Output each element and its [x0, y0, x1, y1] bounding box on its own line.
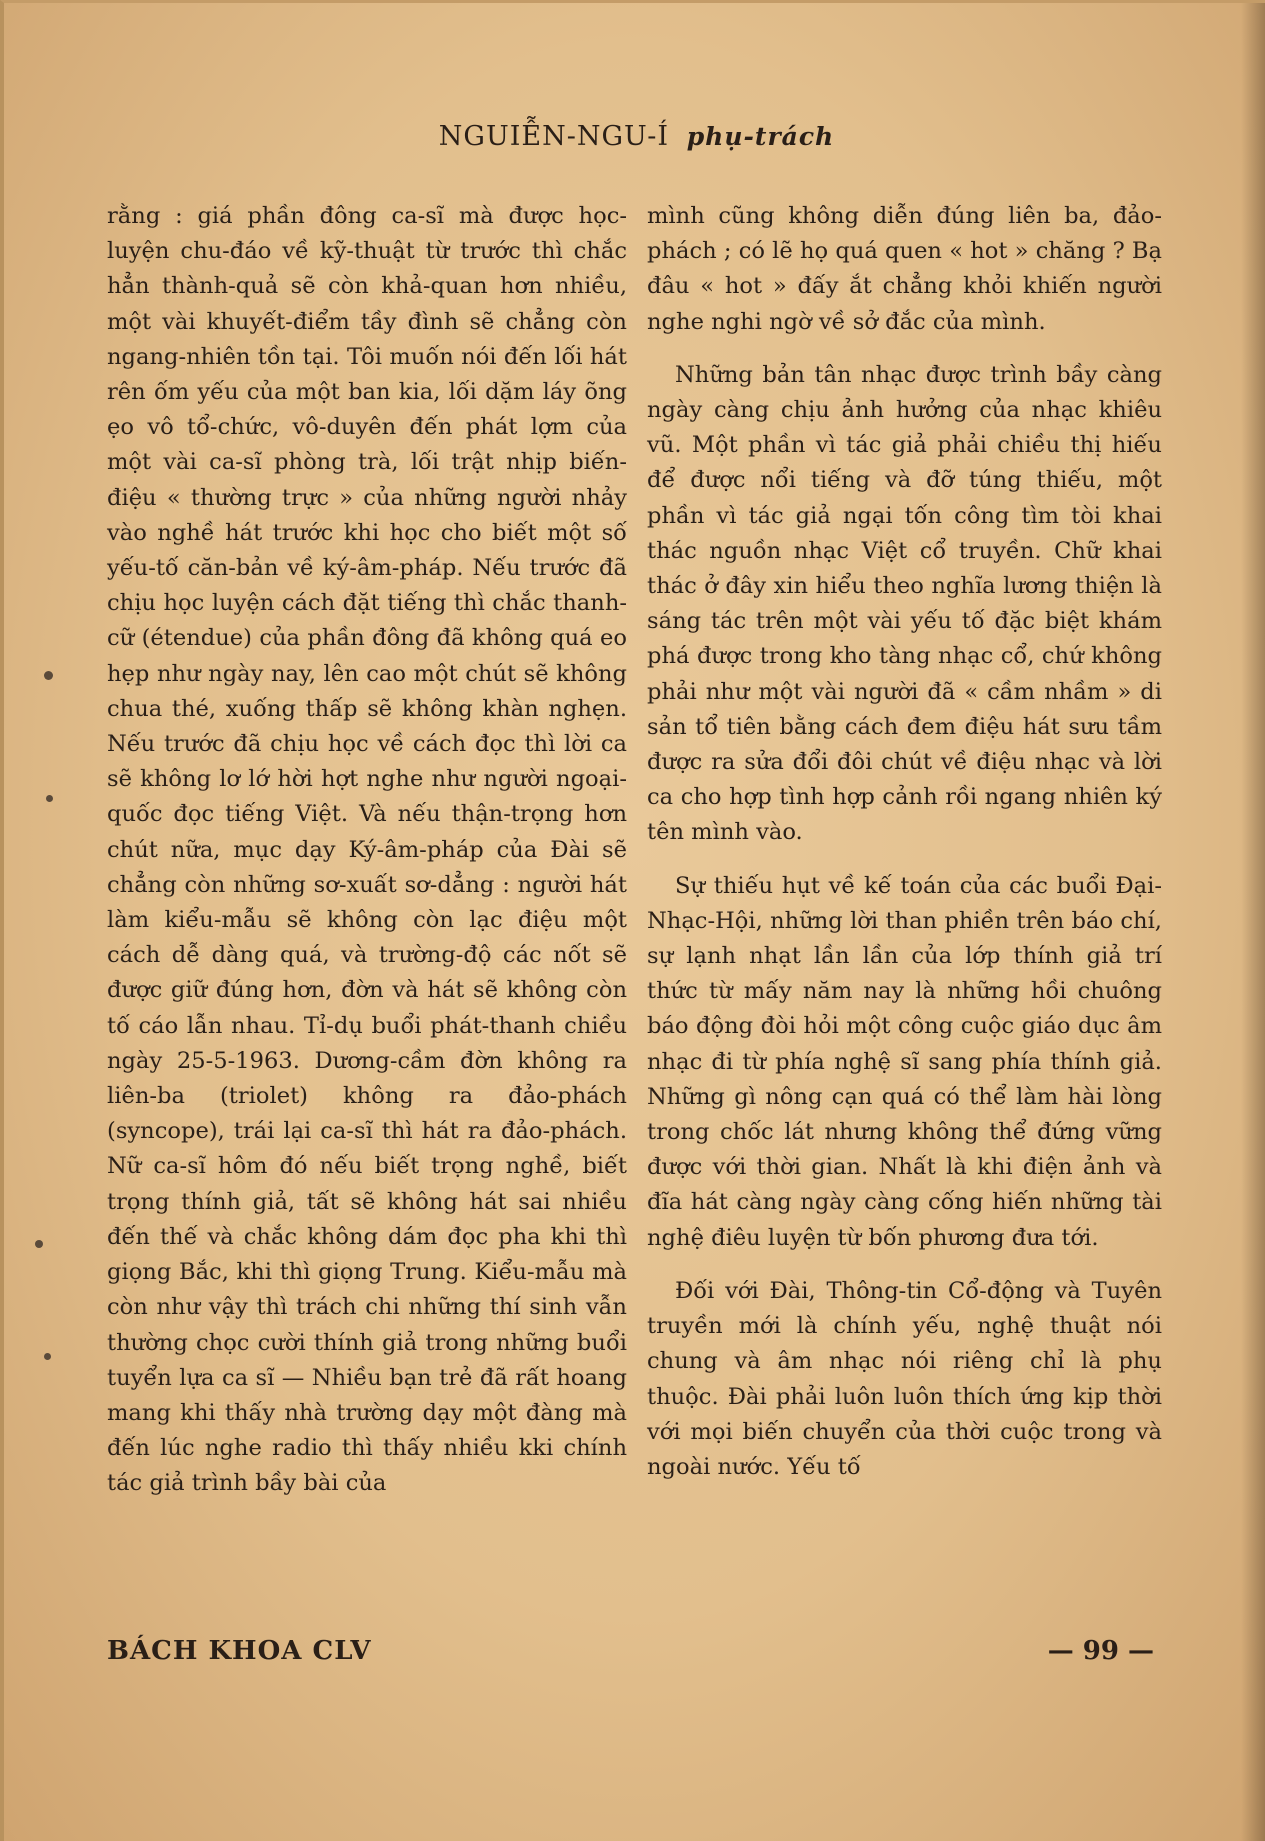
page-header	[4, 121, 1265, 152]
ink-speck	[46, 795, 53, 802]
left-paragraph-1: rằng : giá phần đông ca-sĩ mà được học-luyện chu-đáo về kỹ-thuật từ trước thì chắc hẳn thành-quả sẽ còn khả-quan hơn nhiều, một vài khuyết-điểm tầy đình sẽ chẳng còn ngang-nhiên tồn tại. Tôi muốn nói đến lối hát rên ốm yếu của một ban kia, lối dặm láy õng ẹo vô tổ-chức, vô-duyên đến phát lợm của một vài ca-sĩ phòng trà, lối trật nhịp biến-điệu « thường trực » của những người nhảy vào nghề hát trước khi học cho biết một số yếu-tố căn-bản về ký-âm-pháp. Nếu trước đã chịu học luyện cách đặt tiếng thì chắc thanh-cữ (étendue) của phần đông đã không quá eo hẹp như ngày nay, lên cao một chút sẽ không chua thé, xuống thấp sẽ không khàn nghẹn. Nếu trước đã chịu học về cách đọc thì lời ca sẽ không lơ lớ hời hợt nghe như người ngoại-quốc đọc tiếng Việt. Và nếu thận-trọng hơn chút nữa, mục dạy Ký-âm-pháp của Đài sẽ chẳng còn những sơ-xuất sơ-dẳng : người hát làm kiểu-mẫu sẽ không còn lạc điệu một cách dễ dàng quá, và trường-độ các nốt sẽ được giữ đúng hơn, đờn và hát sẽ không còn tố cáo lẫn nhau. Tỉ-dụ buổi phát-thanh chiều ngày 25-5-1963. Dương-cầm đờn không ra liên-ba (triolet) không ra đảo-phách (syncope), trái lại ca-sĩ thì hát ra đảo-phách. Nữ ca-sĩ hôm đó nếu biết trọng nghề, biết trọng thính giả, tất sẽ không hát sai nhiều đến thế và chắc không dám đọc pha khi thì giọng Bắc, khi thì giọng Trung. Kiểu-mẫu mà còn như vậy thì trách chi những thí sinh vẫn thường chọc cười thính giả trong những buổi tuyển lựa ca sĩ — Nhiều bạn trẻ đã rất hoang mang khi thấy nhà trường dạy một đàng mà đến lúc nghe radio thì thấy nhiều kki chính tác giả trình bầy bài của	[107, 203, 627, 1497]
ink-speck	[35, 1240, 43, 1248]
header-author: NGUIỄN-NGU-Í	[438, 121, 670, 152]
footer-page-number: — 99 —	[1047, 1636, 1154, 1666]
ink-speck	[44, 671, 53, 680]
left-column	[107, 199, 627, 1502]
right-column	[647, 199, 1162, 1485]
ink-speck	[44, 1353, 51, 1360]
footer-journal: BÁCH KHOA CLV	[107, 1636, 372, 1666]
right-paragraph-2: Những bản tân nhạc được trình bầy càng ngày càng chịu ảnh hưởng của nhạc khiêu vũ. Một phần vì tác giả phải chiều thị hiếu để được nổi tiếng và đỡ túng thiếu, một phần vì tác giả ngại tốn công tìm tòi khai thác nguồn nhạc Việt cổ truyền. Chữ khai thác ở đây xin hiểu theo nghĩa lương thiện là sáng tác trên một vài yếu tố đặc biệt khám phá được trong kho tàng nhạc cổ, chứ không phải như một vài người đã « cầm nhầm » di sản tổ tiên bằng cách đem điệu hát sưu tầm được ra sửa đổi đôi chút về điệu nhạc và lời ca cho hợp tình hợp cảnh rồi ngang nhiên ký tên mình vào.	[647, 361, 1162, 846]
right-paragraph-3: Sự thiếu hụt về kế toán của các buổi Đại-Nhạc-Hội, những lời than phiền trên báo chí, sự lạnh nhạt lần lần của lớp thính giả trí thức từ mấy năm nay là những hồi chuông báo động đòi hỏi một công cuộc giáo dục âm nhạc đi từ phía nghệ sĩ sang phía thính giả. Những gì nông cạn quá có thể làm hài lòng trong chốc lát nhưng không thể đứng vững được với thời gian. Nhất là khi điện ảnh và đĩa hát càng ngày càng cống hiến những tài nghệ điêu luyện từ bốn phương đưa tới.	[647, 872, 1162, 1251]
right-paragraph-4: Đối với Đài, Thông-tin Cổ-động và Tuyên truyền mới là chính yếu, nghệ thuật nói chung và âm nhạc nói riêng chỉ là phụ thuộc. Đài phải luôn luôn thích ứng kịp thời với mọi biến chuyển của thời cuộc trong và ngoài nước. Yếu tố	[647, 1277, 1162, 1480]
right-paragraph-1: mình cũng không diễn đúng liên ba, đảo-phách ; có lẽ họ quá quen « hot » chăng ? Bạ đâu « hot » đấy ắt chẳng khỏi khiến người nghe nghi ngờ về sở đắc của mình.	[647, 203, 1162, 335]
header-role: phụ-trách	[686, 122, 835, 151]
